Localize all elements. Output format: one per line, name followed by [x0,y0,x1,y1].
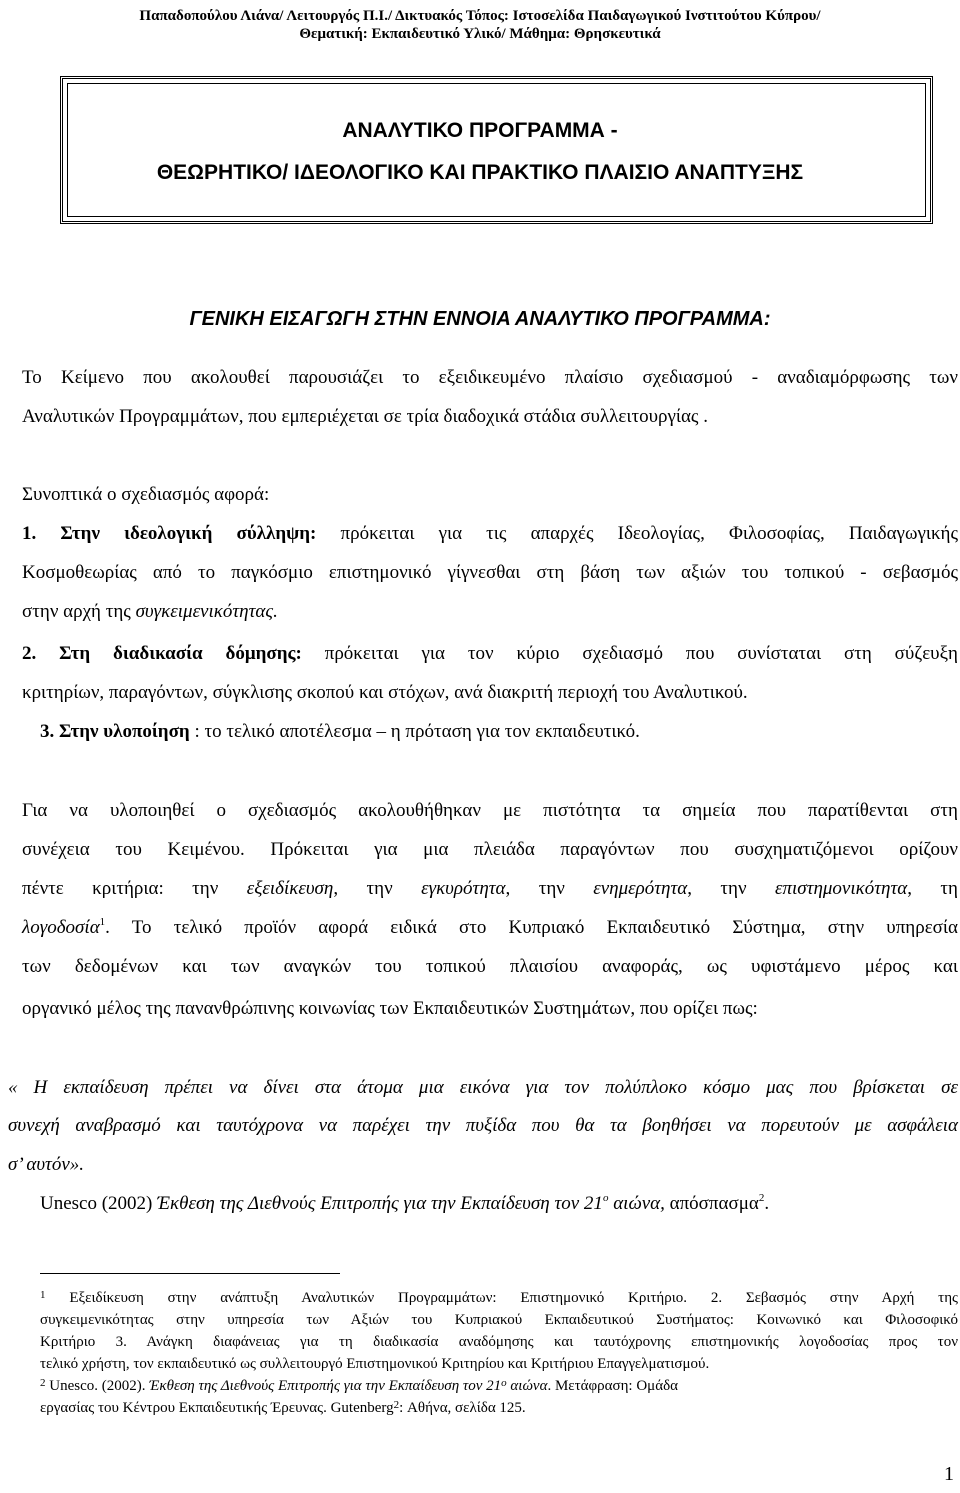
title-box [60,76,933,224]
para-line-1: Για να υλοποιηθεί ο σχεδιασμός ακολουθήθηκαν με πιστότητα τα σημεία που παρατίθενται στη [22,800,958,821]
page-number: 1 [944,1463,954,1485]
para-line-3 [22,877,958,901]
footnote-number: 1 [40,1289,46,1301]
para-text: , την [505,878,594,899]
para-text: πέντε κριτήρια: την [22,878,247,899]
title-line-2: ΘΕΩΡΗΤΙΚΟ/ ΙΔΕΟΛΟΓΙΚΟ ΚΑΙ ΠΡΑΚΤΙΚΟ ΠΛΑΙΣΙΟ ΑΝΑΠΤΥΞΗΣ [156,161,804,184]
source-text: . [764,1193,770,1214]
footnote-1-line-2: συγκειμενικότητας στην υπηρεσία των Αξιών του Κυπριακού Εκπαιδευτικού Συστήματος: Κοινωνικό και Φιλοσοφικό [40,1312,958,1328]
footnote-number: 2 [40,1377,46,1389]
footnote-italic: Έκθεση της Διεθνούς Επιτροπής για την Εκπαίδευση τον 21 [149,1378,502,1394]
item-1-italic: συγκειμενικότητας. [135,601,278,622]
quote-line-1: « Η εκπαίδευση πρέπει να δίνει στα άτομα μια εικόνα για τον πολύπλοκο κόσμο μας που βρίσκεται σε [8,1077,958,1098]
para-text: , τη [907,878,958,899]
para-italic: λογοδοσία [22,917,100,938]
footnote-2-line-1 [40,1377,958,1396]
section-title: ΓΕΝΙΚΗ ΕΙΣΑΓΩΓΗ ΣΤΗΝ ΕΝΝΟΙΑ ΑΝΑΛΥΤΙΚΟ ΠΡΟΓΡΑΜΜΑ: [189,308,771,330]
quote-source [40,1192,960,1216]
footnote-italic: αιώνα [506,1378,548,1394]
item-2-line-2: κριτηρίων, παραγόντων, σύγκλισης σκοπού και στόχων, ανά διακριτή περιοχή του Αναλυτικού. [22,682,748,703]
para-text: . Το τελικό προϊόν αφορά ειδικά στο Κυπριακό Εκπαιδευτικό Σύστημα, στην υπηρεσία [105,917,958,938]
footnote-divider [40,1273,340,1274]
footnote-text: Εξειδίκευση στην ανάπτυξη Αναλυτικών Προγραμμάτων: Επιστημονικό Κριτήριο. 2. Σεβασμός στην Αρχή της [45,1290,958,1306]
para-text: , την [333,878,422,899]
item-2-line-1 [22,642,958,666]
item-1-text: πρόκειται για τις απαρχές Ιδεολογίας, Φιλοσοφίας, Παιδαγωγικής [316,523,958,544]
footnote-ref-1: 1 [99,916,106,928]
item-1-line-1 [22,522,958,546]
para-italic: ενημερότητα [593,878,688,899]
footnote-text: : Αθήνα, σελίδα 125. [399,1400,526,1416]
item-3-text: : το τελικό αποτέλεσμα – η πρόταση για τον εκπαιδευτικό. [189,721,640,742]
para-line-6: οργανικό μέλος της πανανθρώπινης κοινωνίας των Εκπαιδευτικών Συστημάτων, που ορίζει πως: [22,998,758,1019]
footnote-2-line-2 [40,1399,958,1418]
para-text: , την [687,878,775,899]
para-italic: εγκυρότητα [421,878,506,899]
item-1-line-2: Κοσμοθεωρίας από το παγκόσμιο επιστημονικό γίγνεσθαι στη βάση των αξιών του τοπικού - σεβασμός [22,562,958,583]
summary-line: Συνοπτικά ο σχεδιασμός αφορά: [22,484,270,505]
footnote-1-line-3: Κριτήριο 3. Ανάγκη διαφάνειας για τη διαδικασία αναδόμησης και ταυτόχρονης επιστημονικής λογοδοσίας προς τον [40,1334,958,1350]
title-line-1: ΑΝΑΛΥΤΙΚΟ ΠΡΟΓΡΑΜΜΑ - [342,119,618,142]
item-1-line-3 [22,600,958,624]
item-2-text: πρόκειται για τον κύριο σχεδιασμό που συνίσταται στη σύζευξη [301,643,958,664]
footnote-text: . Μετάφραση: Ομάδα [547,1378,679,1394]
para-line-4 [22,916,958,940]
source-text: Unesco (2002) [40,1193,158,1214]
page-header-line-2: Θεματική: Εκπαιδευτικό Υλικό/ Μάθημα: Θρησκευτικά [299,26,661,42]
item-3-line [40,720,960,744]
para-italic: επιστημονικότητα [775,878,908,899]
footnote-ref-2: 2 [758,1192,765,1204]
intro-line-2: Αναλυτικών Προγραμμάτων, που εμπεριέχεται σε τρία διαδοχικά στάδια συλλειτουργίας . [22,406,708,427]
footnote-sup: 2 [393,1399,400,1411]
source-text: απόσπασμα [664,1193,759,1214]
source-sup: ο [602,1192,609,1204]
para-line-2: συνέχεια του Κειμένου. Πρόκειται για μια πλειάδα παραγόντων που συσχηματιζόμενοι ορίζουν [22,839,958,860]
item-3-lead: 3. Στην υλοποίηση [40,721,190,742]
quote-line-3: σ’ αυτόν». [8,1154,85,1175]
footnote-text: εργασίας του Κέντρου Εκπαιδευτικής Έρευνας. Gutenberg [40,1400,394,1416]
item-2-lead: 2. Στη διαδικασία δόμησης: [22,643,302,664]
intro-line-1: Το Κείμενο που ακολουθεί παρουσιάζει το εξειδικευμένο πλαίσιο σχεδιασμού - αναδιαμόρφωσης των [22,367,958,388]
quote-line-2: συνεχή αναβρασμό και ταυτόχρονα να παρέχει την πυξίδα που θα τα βοηθήσει να πορευτούν με ασφάλεια [8,1115,958,1136]
source-italic: Έκθεση της Διεθνούς Επιτροπής για την Εκπαίδευση τον 21 [157,1193,603,1214]
footnote-text: Unesco. (2002). [45,1378,150,1394]
footnote-1-line-4: τελικό χρήστη, τον εκπαιδευτικό ως συλλειτουργό Επιστημονικού Κριτηρίου και Κριτήριου Επαγγελματισμού. [40,1356,710,1372]
para-line-5: των δεδομένων και των αναγκών του τοπικού πλαισίου αναφοράς, ως υφιστάμενο μέρος και [22,956,958,977]
footnote-1-line-1 [40,1289,958,1308]
para-italic: εξειδίκευση [246,878,334,899]
item-1-lead: 1. Στην ιδεολογική σύλληψη: [22,523,317,544]
footnote-sup: ο [501,1377,507,1389]
item-1-line-3-text: στην αρχή της [22,601,136,622]
source-italic: αιώνα, [608,1193,665,1214]
page-header-line-1: Παπαδοπούλου Λιάνα/ Λειτουργός Π.Ι./ Δικτυακός Τόπος: Ιστοσελίδα Παιδαγωγικού Ινστιτούτου Κύπρου/ [139,8,821,24]
